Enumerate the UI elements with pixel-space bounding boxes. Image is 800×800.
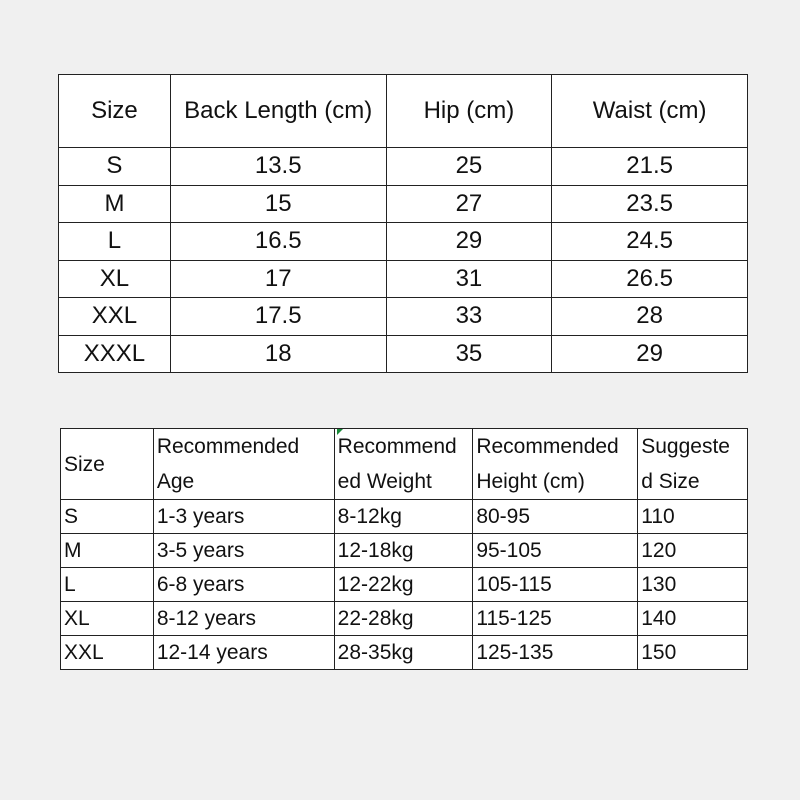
- table-cell: 15: [170, 185, 386, 223]
- table-row: [61, 602, 748, 636]
- table-cell: L: [59, 223, 171, 261]
- header-cell: Hip (cm): [386, 75, 552, 148]
- table-cell: 125-135: [473, 636, 638, 670]
- table-cell: 17: [170, 260, 386, 298]
- table-row: [59, 223, 748, 261]
- table-cell: 23.5: [552, 185, 748, 223]
- table-cell: 28-35kg: [334, 636, 473, 670]
- table-row: [59, 185, 748, 223]
- table-cell: 6-8 years: [153, 568, 334, 602]
- header-cell: Size: [59, 75, 171, 148]
- table-row: [59, 335, 748, 373]
- table-cell: 27: [386, 185, 552, 223]
- header-cell: Back Length (cm): [170, 75, 386, 148]
- table-cell: XL: [61, 602, 154, 636]
- table-cell: 29: [552, 335, 748, 373]
- table-cell: 33: [386, 298, 552, 336]
- table-cell: 22-28kg: [334, 602, 473, 636]
- table-cell: 105-115: [473, 568, 638, 602]
- table-cell: 25: [386, 148, 552, 186]
- table-row: [61, 500, 748, 534]
- table-cell: 140: [638, 602, 748, 636]
- table-cell: M: [61, 534, 154, 568]
- age-recommendation-size-table: [60, 428, 748, 670]
- table-cell: 24.5: [552, 223, 748, 261]
- table-cell: XXXL: [59, 335, 171, 373]
- table-cell: 16.5: [170, 223, 386, 261]
- table-row: [61, 568, 748, 602]
- table-row: [59, 298, 748, 336]
- header-cell: Recommend ed Weight: [334, 429, 473, 500]
- table-cell: 150: [638, 636, 748, 670]
- header-cell: Size: [61, 429, 154, 500]
- header-cell: Suggeste d Size: [638, 429, 748, 500]
- table-header-row: [61, 429, 748, 500]
- table-cell: 115-125: [473, 602, 638, 636]
- table-cell: L: [61, 568, 154, 602]
- table-cell: S: [59, 148, 171, 186]
- table-cell: 21.5: [552, 148, 748, 186]
- header-cell: Recommended Age: [153, 429, 334, 500]
- table-cell: XXL: [59, 298, 171, 336]
- table-cell: 130: [638, 568, 748, 602]
- table-cell: 12-18kg: [334, 534, 473, 568]
- table-cell: 18: [170, 335, 386, 373]
- table-cell: 8-12kg: [334, 500, 473, 534]
- table-cell: 3-5 years: [153, 534, 334, 568]
- table-header-row: [59, 75, 748, 148]
- table-row: [59, 260, 748, 298]
- table-cell: M: [59, 185, 171, 223]
- table-cell: S: [61, 500, 154, 534]
- table-cell: 26.5: [552, 260, 748, 298]
- table-cell: 1-3 years: [153, 500, 334, 534]
- table-cell: 35: [386, 335, 552, 373]
- table-cell: XXL: [61, 636, 154, 670]
- table-cell: 95-105: [473, 534, 638, 568]
- table-row: [59, 148, 748, 186]
- table-row: [61, 636, 748, 670]
- table-row: [61, 534, 748, 568]
- table-cell: 110: [638, 500, 748, 534]
- table-cell: 29: [386, 223, 552, 261]
- header-cell: Waist (cm): [552, 75, 748, 148]
- table-cell: 17.5: [170, 298, 386, 336]
- table-cell: 13.5: [170, 148, 386, 186]
- table-cell: 12-14 years: [153, 636, 334, 670]
- table-cell: 8-12 years: [153, 602, 334, 636]
- table-cell: 12-22kg: [334, 568, 473, 602]
- back-length-size-table: [58, 74, 748, 373]
- header-cell: Recommended Height (cm): [473, 429, 638, 500]
- table-cell: 80-95: [473, 500, 638, 534]
- table-cell: 31: [386, 260, 552, 298]
- table-cell: 28: [552, 298, 748, 336]
- cell-comment-indicator: [337, 429, 343, 435]
- table-cell: 120: [638, 534, 748, 568]
- table-cell: XL: [59, 260, 171, 298]
